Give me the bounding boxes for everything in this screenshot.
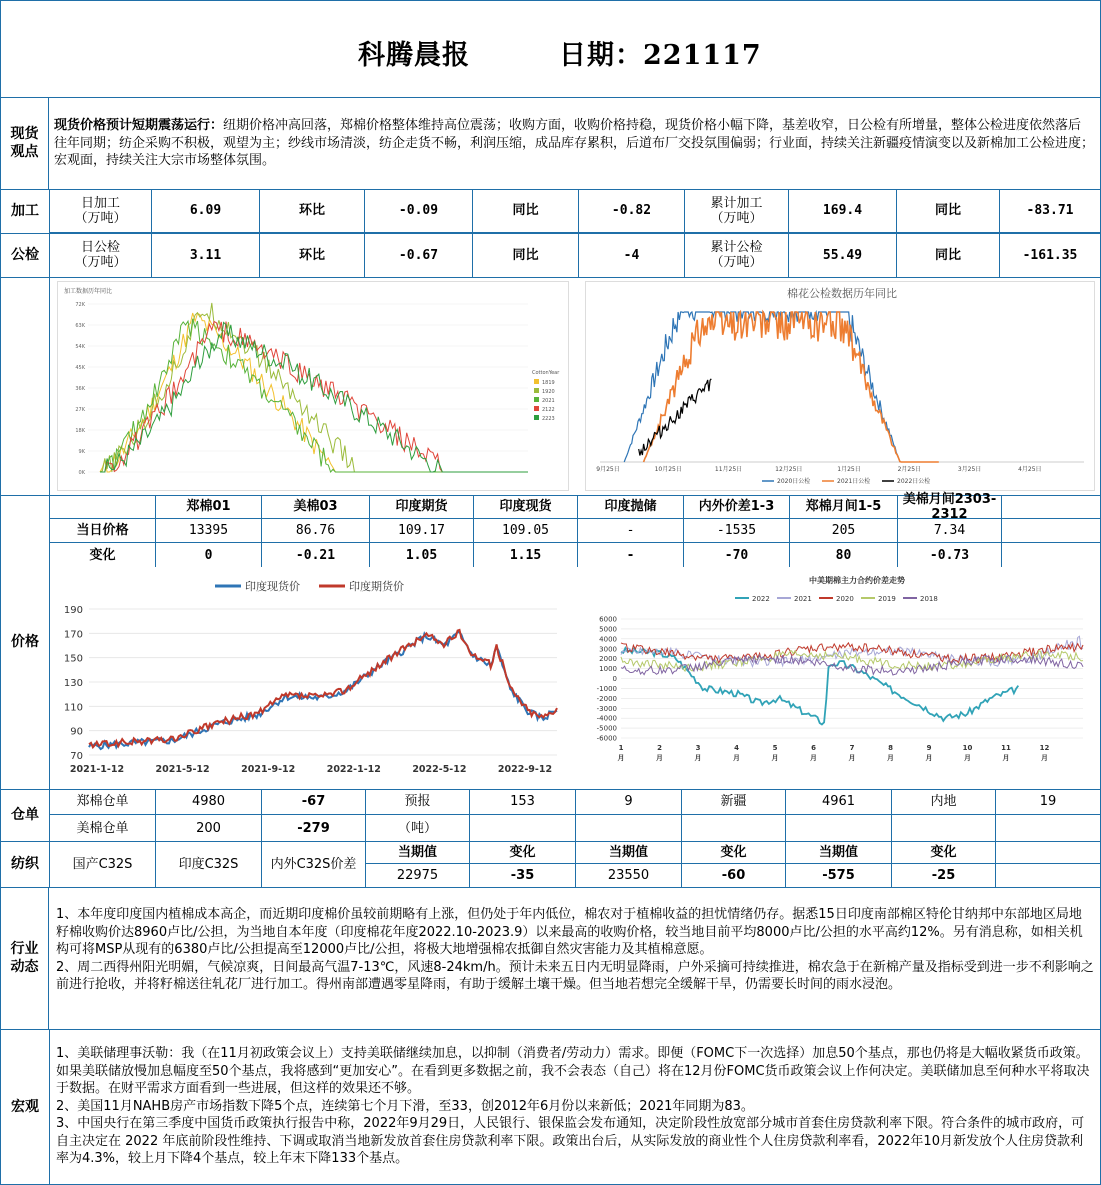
- spread-xtick-month: 2: [657, 744, 662, 752]
- processing-grid: [50, 189, 1100, 233]
- inspection-legend-label: 2022日公检: [897, 478, 931, 485]
- price-header: 郑棉01: [156, 495, 262, 519]
- inspection-series-line: [644, 312, 939, 462]
- report-date: 日期：221117: [559, 40, 762, 71]
- inspection-history-svg: [586, 282, 1094, 490]
- india-price-ytick: 150: [63, 653, 83, 665]
- price-label: 价格: [1, 495, 50, 789]
- processing-legend-swatch: [534, 388, 539, 393]
- india-price-xtick: 2022-5-12: [412, 764, 467, 775]
- price-header: 郑棉月间1-5: [790, 495, 898, 519]
- spread-xtick-month: 4: [734, 744, 739, 752]
- zce-receipt-change: -67: [262, 789, 366, 815]
- inspection-xtick: 9月25日: [596, 466, 620, 473]
- processing-legend-label: 2223: [542, 416, 555, 422]
- india-price-xtick: 2021-5-12: [155, 764, 210, 775]
- processing-cum-yoy-label: 同比: [897, 189, 1000, 233]
- india-price-svg: [57, 573, 571, 785]
- domestic-c32s-cur-value: 22975: [366, 864, 470, 887]
- processing-ytick: 45K: [75, 365, 85, 371]
- domestic-c32s-chg-value: -35: [470, 864, 576, 887]
- spread-legend-label: 2018: [920, 595, 938, 603]
- spread-ytick: 5000: [599, 625, 617, 634]
- india-c32s-chg-header: 变化: [682, 841, 786, 864]
- spread-xtick-unit: 月: [733, 754, 740, 762]
- spread-c32s-cur-header: 当期值: [786, 841, 892, 864]
- price-today-value: 7.34: [898, 519, 1002, 543]
- warehouse-blank: [576, 815, 682, 841]
- macro-item-2: 2、美国11月NAHB房产市场指数下降5个点，连续第七个月下滑，至33，创2012年6月份以来新低；2021年同期为83。: [56, 1098, 754, 1114]
- india-price-xtick: 2022-1-12: [326, 764, 381, 775]
- inspection-cum-yoy-value: -161.35: [1022, 247, 1078, 263]
- spread-ytick: -5000: [596, 724, 617, 733]
- spread-xtick-month: 10: [962, 744, 973, 752]
- inspection-chart-title: 棉花公检数据历年同比: [787, 287, 897, 300]
- spread-ytick: -1000: [596, 684, 617, 693]
- india-price-ytick: 130: [63, 678, 83, 689]
- warehouse-label: 仓单: [1, 789, 50, 841]
- spread-legend-label: 2019: [878, 595, 896, 603]
- processing-yoy-value: -0.82: [579, 189, 685, 233]
- india-price-xtick: 2021-1-12: [69, 764, 125, 775]
- report-header: [1, 1, 1100, 98]
- processing-ytick: 27K: [75, 407, 85, 413]
- yarn-blank-2: [996, 864, 1100, 887]
- spread-xtick-month: 6: [811, 744, 816, 752]
- processing-daily-label: 日加工 （万吨）: [50, 189, 152, 233]
- spread-xtick-month: 11: [1001, 744, 1011, 752]
- industry-section: [1, 887, 1100, 1030]
- spread-xtick-unit: 月: [848, 754, 856, 762]
- price-today-value: 205: [790, 519, 898, 543]
- forecast-value: 153: [470, 789, 576, 815]
- processing-legend-swatch: [534, 379, 539, 384]
- spread-xtick-unit: 月: [771, 754, 779, 762]
- processing-ytick: 63K: [75, 323, 85, 329]
- price-change-value: 0: [156, 543, 262, 567]
- inspection-history-chart: [585, 281, 1095, 491]
- warehouse-section: [1, 789, 1100, 842]
- zce-receipt-label: 郑棉仓单: [50, 789, 156, 815]
- spread-xtick-month: 9: [926, 744, 932, 752]
- price-header: 美棉03: [262, 495, 370, 519]
- spread-legend-label: 2021: [794, 595, 812, 603]
- inspection-cum-label: 累计公检 （万吨）: [685, 233, 789, 277]
- charts-row-1: [1, 277, 1100, 496]
- industry-item-1: 1、本年度印度国内植棉成本高企，而近期印度棉价虽较前期略有上涨，但仍处于年内低位，棉农对于植棉收益的担忧情绪仍存。据悉15日印度南部棉区特伦甘纳邦中东部地区局地籽棉收购价达8960卢比/公担，为当地自本年度（印度棉花年度2022.10-2023.9）以来最高的收购价格，较当地目前平均8000卢比/公担的水平高约12%。另有消息称，如相关机构可将MSP从现有的6380卢比/公担提高至12000卢比/公担，将极大地增强棉农抵御自然灾害能力及其植棉意愿。: [56, 907, 1083, 957]
- price-corner: [50, 495, 156, 519]
- india-c32s-cur-header: 当期值: [576, 841, 682, 864]
- warehouse-blank: [892, 815, 996, 841]
- processing-legend-swatch: [534, 406, 539, 411]
- inspection-row: [1, 233, 1100, 278]
- spread-chart-title: 中美期棉主力合约价差走势: [809, 576, 905, 585]
- price-section: [1, 491, 1100, 790]
- india-price-chart: [57, 573, 571, 785]
- processing-cum-value: 169.4: [789, 189, 897, 233]
- inspection-xtick: 11月25日: [714, 466, 743, 473]
- india-c32s-cur-value: 23550: [576, 864, 682, 887]
- inspection-cum-yoy-label: 同比: [897, 233, 1000, 277]
- price-change-value: -70: [684, 543, 790, 567]
- macro-item-1: 1、美联储理事沃勒：我（在11月初政策会议上）支持美联储继续加息，以抑制（消费者/劳动力）需求。即便（FOMC下一次选择）加息50个基点，那也仍将是大幅收紧货币政策。如果美联储放慢加息幅度至50个基点，我将感到“更加安心”。在看到更多数据之前，我不会表态（自己）将在12月份FOMC货币政策会议上作何决定。美联储加息至何种水平将取决于数据。在财平需求方面看到一些进展，但这样的效果还不够。: [56, 1046, 1090, 1096]
- spread-c32s-label: 内外C32S价差: [262, 841, 366, 887]
- price-header: 印度现货: [474, 495, 578, 519]
- processing-cum-label: 累计加工 （万吨）: [685, 189, 789, 233]
- cn-us-spread-svg: [585, 573, 1093, 785]
- india-price-xtick: 2022-9-12: [497, 764, 553, 775]
- spot-view-text: 现货价格预计短期震荡运行：纽期价格冲高回落，郑棉价格整体维持高位震荡；收购方面，收购价格持稳，现货价格小幅下降，基差收窄，日公检有所增量，整体公检进度依然落后往年同期；纺企采购不积极，观望为主；纱线市场清淡，纺企走货不畅，利润压缩，成品库存累积，后道布厂交投氛围偏弱；行业面，持续关注新疆疫情演变以及新棉加工公检进度；宏观面，持续关注大宗市场整体氛围。: [54, 118, 1095, 168]
- processing-history-chart: [57, 281, 569, 491]
- inspection-xtick: 3月25日: [957, 466, 982, 473]
- inspection-mom-label: 环比: [260, 233, 365, 277]
- india-price-xtick: 2021-9-12: [241, 764, 296, 775]
- yarn-blank-1: [996, 841, 1100, 864]
- warehouse-blank: [470, 815, 576, 841]
- processing-label: 加工: [1, 189, 50, 233]
- inspection-daily-value: 3.11: [152, 233, 260, 277]
- india-price-legend-label: 印度现货价: [245, 580, 300, 593]
- spot-view-label: 现货观点: [1, 97, 49, 189]
- price-change-value: -0.73: [898, 543, 1002, 567]
- spread-xtick-unit: 月: [810, 754, 817, 762]
- processing-history-svg: [58, 282, 568, 490]
- processing-legend-swatch: [534, 397, 539, 402]
- forecast-label: 预报: [366, 789, 470, 815]
- price-today-value: 86.76: [262, 519, 370, 543]
- inspection-label: 公检: [1, 233, 50, 277]
- spread-xtick-unit: 月: [964, 754, 971, 762]
- warehouse-blank: [996, 815, 1100, 841]
- price-table: [50, 491, 1100, 567]
- processing-ytick: 54K: [75, 344, 85, 350]
- processing-yoy-label: 同比: [473, 189, 579, 233]
- yarn-label: 纺织: [1, 841, 50, 887]
- price-change-value: 80: [790, 543, 898, 567]
- price-blank: [1002, 495, 1100, 519]
- spread-ytick: -6000: [596, 734, 617, 743]
- price-header: 印度抛储: [578, 495, 684, 519]
- price-today-value: 109.17: [370, 519, 474, 543]
- us-receipt-value: 200: [156, 815, 262, 841]
- zce-receipt-value: 4980: [156, 789, 262, 815]
- price-change-value: 1.05: [370, 543, 474, 567]
- us-receipt-change: -279: [262, 815, 366, 841]
- spread-ytick: 6000: [599, 615, 617, 624]
- spot-view-lead: 现货价格预计短期震荡运行：: [54, 118, 224, 133]
- inspection-yoy-label: 同比: [473, 233, 579, 277]
- processing-daily-value: 6.09: [152, 189, 260, 233]
- processing-series-line: [100, 303, 528, 472]
- cn-us-spread-chart: [585, 573, 1093, 785]
- spread-ytick: 0: [612, 675, 617, 683]
- india-price-ytick: 190: [63, 605, 83, 616]
- spread-xtick-unit: 月: [925, 754, 933, 762]
- spread-c32s-chg-value: -25: [892, 864, 996, 887]
- macro-label: 宏观: [1, 1029, 50, 1184]
- inspection-xtick: 12月25日: [775, 466, 803, 473]
- yarn-section: [1, 841, 1100, 888]
- processing-ytick: 9K: [78, 449, 85, 455]
- spread-legend-label: 2022: [752, 595, 770, 603]
- spread-ytick: -2000: [596, 694, 617, 703]
- price-header: 内外价差1-3: [684, 495, 790, 519]
- inspection-xtick: 2月25日: [897, 466, 922, 473]
- warehouse-grid: [50, 789, 1100, 841]
- india-price-ytick: 90: [70, 726, 83, 738]
- spread-xtick-unit: 月: [656, 754, 663, 762]
- processing-row: [1, 189, 1100, 234]
- price-today-value: 13395: [156, 519, 262, 543]
- processing-ytick: 0K: [78, 470, 85, 476]
- xinjiang-label: 新疆: [682, 789, 786, 815]
- processing-legend-label: 1920: [542, 389, 555, 395]
- processing-legend-label: 2122: [542, 407, 555, 413]
- spread-c32s-chg-header: 变化: [892, 841, 996, 864]
- yarn-grid: [50, 841, 1100, 887]
- macro-section: [1, 1029, 1100, 1184]
- spread-c32s-cur-value: -575: [786, 864, 892, 887]
- spread-xtick-month: 7: [849, 744, 855, 752]
- india-price-ytick: 110: [63, 702, 83, 714]
- spot-view-section: [1, 97, 1100, 190]
- india-price-legend-label: 印度期货价: [349, 580, 404, 593]
- processing-legend-title: CottonYear: [532, 370, 560, 376]
- inspection-cum-value: 55.49: [789, 233, 897, 277]
- processing-ytick: 18K: [75, 428, 85, 434]
- spread-ytick: 2000: [599, 655, 617, 664]
- inspection-mom-value: -0.67: [365, 233, 473, 277]
- warehouse-blank: [682, 815, 786, 841]
- inspection-xtick: 4月25日: [1018, 466, 1042, 473]
- report-title: 科腾晨报: [358, 40, 470, 71]
- domestic-c32s-chg-header: 变化: [470, 841, 576, 864]
- price-header: 美棉月间2303-2312: [898, 495, 1002, 519]
- charts-row-1-label: [1, 277, 50, 495]
- price-header: 印度期货: [370, 495, 474, 519]
- india-price-series-line: [89, 632, 557, 749]
- price-change-value: -0.21: [262, 543, 370, 567]
- price-change-value: 1.15: [474, 543, 578, 567]
- processing-cum-yoy-value: -83.71: [1000, 189, 1100, 233]
- spread-ytick: 3000: [599, 645, 617, 654]
- inspection-legend-label: 2021日公检: [837, 478, 871, 485]
- spread-ytick: 1000: [599, 665, 617, 674]
- processing-ytick: 36K: [75, 386, 85, 392]
- inspection-xtick: 1月25日: [837, 466, 861, 473]
- inland-value: 19: [996, 789, 1100, 815]
- forecast-change: 9: [576, 789, 682, 815]
- processing-series-line: [100, 313, 528, 472]
- domestic-c32s-cur-header: 当期值: [366, 841, 470, 864]
- spread-legend-label: 2020: [836, 595, 854, 603]
- price-blank: [1002, 543, 1100, 567]
- price-today-value: -: [578, 519, 684, 543]
- inspection-daily-label: 日公检 （万吨）: [50, 233, 152, 277]
- india-price-ytick: 170: [63, 629, 83, 641]
- domestic-c32s-label: 国产C32S: [50, 841, 156, 887]
- price-row1-label: 当日价格: [50, 519, 156, 543]
- processing-legend-label: 2021: [542, 398, 555, 404]
- spread-xtick-month: 3: [695, 744, 701, 752]
- processing-legend-swatch: [534, 415, 539, 420]
- price-row2-label: 变化: [50, 543, 156, 567]
- processing-mom-label: 环比: [260, 189, 365, 233]
- macro-item-3: 3、中国央行在第三季度中国货币政策执行报告中称，2022年9月29日，人民银行、银保监会发布通知，决定阶段性放宽部分城市首套住房贷款利率下限。符合条件的城市政府，可自主决定在 2022 年底前阶段性维持、下调或取消当地新发放首套住房贷款利率下限。政策出台后，从实际发放的商业性个人住房贷款利率看，2022年10月新发放个人住房贷款利率为4.3%，较上月下降4个基点，较上年末下降133个基点。: [56, 1116, 1085, 1166]
- spread-xtick-unit: 月: [887, 754, 894, 762]
- spread-xtick-month: 1: [618, 744, 624, 752]
- spread-xtick-month: 12: [1039, 744, 1050, 752]
- spread-xtick-unit: 月: [1041, 754, 1048, 762]
- industry-label: 行业动态: [1, 887, 49, 1029]
- spread-xtick-unit: 月: [694, 754, 702, 762]
- us-receipt-label: 美棉仓单: [50, 815, 156, 841]
- industry-item-2: 2、周二西得州阳光明媚，气候凉爽，日间最高气温7-13℃，风速8-24km/h。预计未来五日内无明显降雨，户外采摘可持续推进，棉农急于在新棉产量及指标受到进一步不利影响之前进行抢收，并将籽棉送往轧花厂进行加工。得州南部遭遇零星降雨，有助于缓解土壤干燥。但当地若想完全缓解干旱，仍需要长时间的雨水浸泡。: [56, 959, 1094, 992]
- inspection-xtick: 10月25日: [654, 466, 682, 473]
- inspection-legend-label: 2020日公检: [777, 478, 811, 485]
- india-c32s-chg-value: -60: [682, 864, 786, 887]
- price-today-value: 109.05: [474, 519, 578, 543]
- price-change-value: -: [578, 543, 684, 567]
- price-today-value: -1535: [684, 519, 790, 543]
- spread-xtick-month: 8: [888, 744, 893, 752]
- spread-xtick-month: 5: [772, 744, 778, 752]
- processing-legend-label: 1819: [542, 380, 555, 386]
- spread-xtick-unit: 月: [617, 754, 625, 762]
- spread-ytick: -4000: [596, 714, 617, 723]
- india-price-series-line: [89, 630, 557, 747]
- inland-label: 内地: [892, 789, 996, 815]
- price-blank: [1002, 519, 1100, 543]
- processing-chart-title: 加工数据历年同比: [64, 288, 113, 295]
- spread-xtick-unit: 月: [1002, 754, 1010, 762]
- unit-ton-label: （吨）: [366, 815, 470, 841]
- india-price-ytick: 70: [70, 751, 83, 762]
- processing-ytick: 72K: [75, 302, 85, 308]
- spread-ytick: -3000: [596, 704, 617, 713]
- warehouse-blank: [786, 815, 892, 841]
- india-c32s-label: 印度C32S: [156, 841, 262, 887]
- spread-ytick: 4000: [599, 635, 617, 644]
- xinjiang-value: 4961: [786, 789, 892, 815]
- inspection-grid: [50, 233, 1100, 277]
- inspection-yoy-value: -4: [579, 233, 685, 277]
- processing-mom-value: -0.09: [365, 189, 473, 233]
